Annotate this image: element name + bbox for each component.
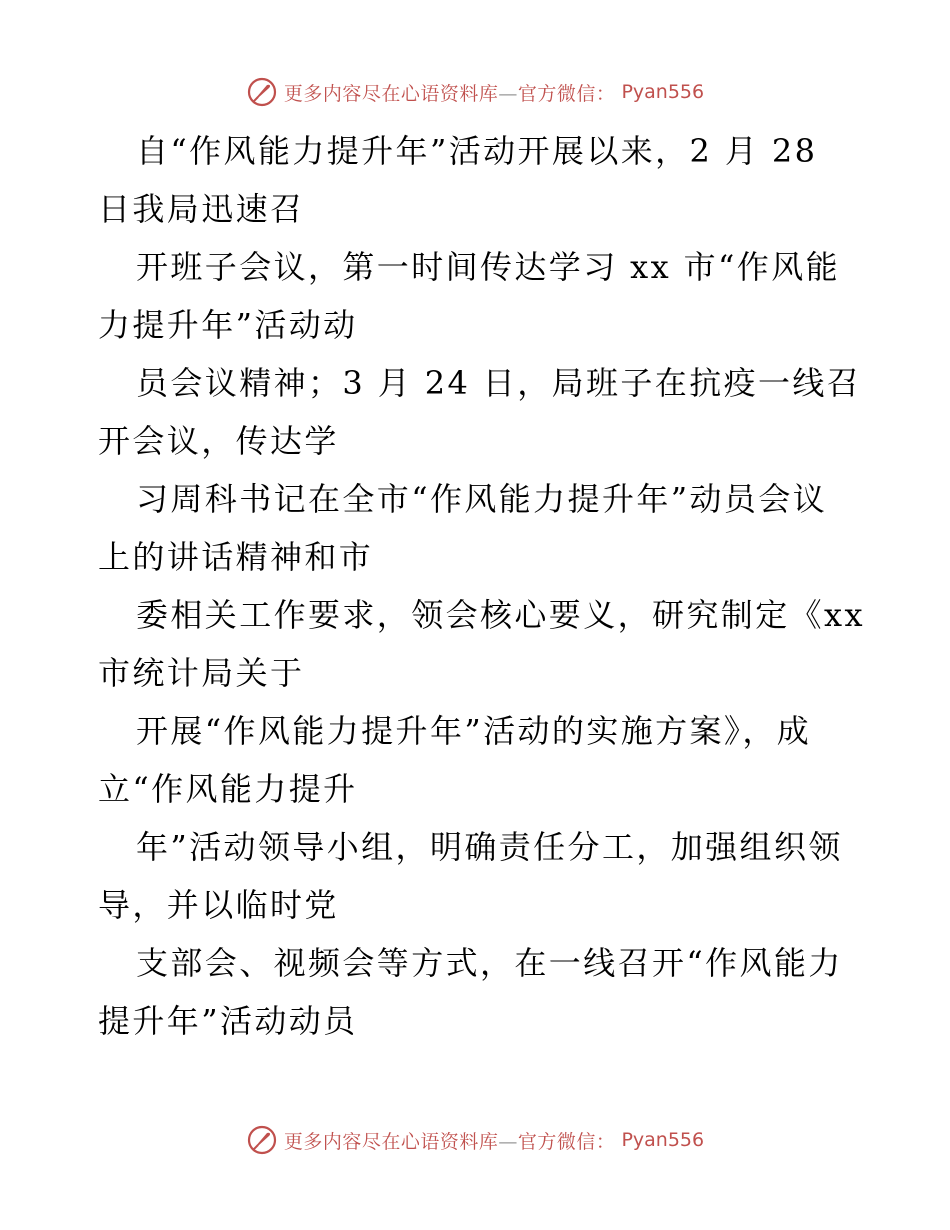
body-line: 市统计局关于 — [98, 654, 305, 692]
watermark-main-text: 更多内容尽在心语资料库 — [283, 82, 499, 105]
watermark-wechat-label: 官方微信： — [517, 82, 616, 105]
watermark-wechat-label: 官方微信： — [517, 1130, 616, 1153]
body-line: 提升年”活动动员 — [98, 1002, 358, 1040]
feather-pen-in-circle-icon — [246, 76, 278, 108]
footer-watermark — [0, 1118, 950, 1162]
body-line: 年”活动领导小组，明确责任分工，加强组织领 — [136, 828, 843, 866]
body-line: 力提升年”活动动 — [98, 306, 358, 344]
body-line: 开班子会议，第一时间传达学习 xx 市“作风能 — [136, 248, 840, 286]
watermark-main-text: 更多内容尽在心语资料库 — [283, 1130, 499, 1153]
body-line: 委相关工作要求，领会核心要义，研究制定《xx — [136, 596, 865, 634]
watermark-wechat-id: Pyan556 — [621, 1129, 705, 1151]
body-line: 导，并以临时党 — [98, 886, 339, 924]
watermark-wechat-id: Pyan556 — [621, 81, 705, 103]
watermark-dash: — — [498, 82, 518, 105]
body-line: 员会议精神；3 月 24 日，局班子在抗疫一线召 — [136, 364, 862, 402]
body-line: 立“作风能力提升 — [98, 770, 358, 808]
body-line: 日我局迅速召 — [98, 190, 305, 228]
body-line: 支部会、视频会等方式，在一线召开“作风能力 — [136, 944, 843, 982]
watermark-dash: — — [498, 1130, 518, 1153]
body-line: 上的讲话精神和市 — [98, 538, 374, 576]
feather-pen-in-circle-icon — [246, 1124, 278, 1156]
body-line: 习周科书记在全市“作风能力提升年”动员会议 — [136, 480, 828, 518]
body-line: 自“作风能力提升年”活动开展以来，2 月 28 — [136, 132, 818, 170]
header-watermark — [0, 70, 950, 114]
document-body — [98, 122, 865, 1050]
body-line: 开展“作风能力提升年”活动的实施方案》，成 — [136, 712, 812, 750]
body-line: 开会议，传达学 — [98, 422, 339, 460]
